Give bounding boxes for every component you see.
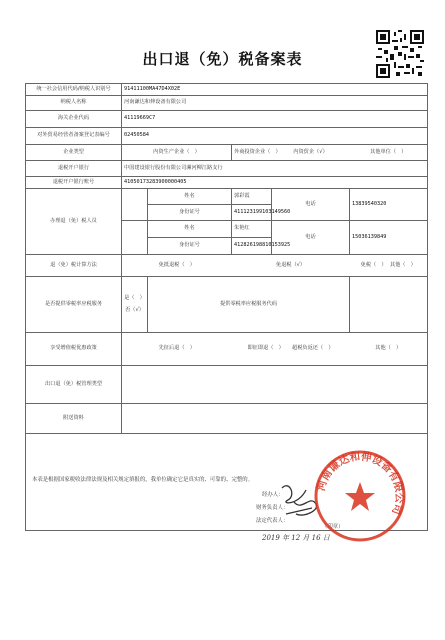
declaration-text: 本表是根据国家税收法律法规及相关规定填报的，我单位确定它是真实的、可靠的、完整的。 xyxy=(32,477,254,483)
policy-option-4: 其他（ ） xyxy=(350,333,428,366)
person1-id-label: 身份证号 xyxy=(148,205,232,221)
form-row-enterprise-type xyxy=(26,145,428,161)
policy-option-2: 即征即退（ ） xyxy=(247,345,284,352)
form-row-management xyxy=(26,366,428,404)
person1-name-label: 姓名 xyxy=(148,189,232,205)
contact-label: 办理退（免）税人员 xyxy=(26,189,122,255)
policy-option-2-3 xyxy=(232,333,350,366)
form-row-attachments xyxy=(26,404,428,434)
seal-label: （印章） xyxy=(322,524,344,530)
attachments-label: 附送资料 xyxy=(26,404,122,434)
form-row-bank xyxy=(26,161,428,177)
enterprise-type-label: 企业类型 xyxy=(26,145,122,161)
stamp-text: 河南谦达和伸设备有限公司 xyxy=(315,450,406,517)
attachments-value xyxy=(122,404,428,434)
taxpayer-name-label: 纳税人名称 xyxy=(26,96,122,111)
taxpayer-name-value: 河南谦达和伸设备有限公司 xyxy=(122,96,428,111)
person2-phone-value: 15036139849 xyxy=(350,221,428,255)
service-label: 是否提供零税率应税服务 xyxy=(26,277,122,333)
form-row-account xyxy=(26,177,428,189)
service-code-label: 提供零税率应税服务代码 xyxy=(148,277,350,333)
form-row-policy xyxy=(26,333,428,366)
management-label: 出口退（免）税管理类型 xyxy=(26,366,122,404)
legal-label: 法定代表人： xyxy=(256,518,289,524)
policy-option-1: 先征后退（ ） xyxy=(122,333,232,366)
form-title: 出口退（免）税备案表 xyxy=(142,50,303,68)
management-value xyxy=(122,366,428,404)
finance-label: 财务负责人： xyxy=(256,505,289,511)
form-row-taxpayer-name xyxy=(26,96,428,111)
person2-phone-label: 电话 xyxy=(272,221,350,255)
credit-code-value: 91411100MA47D4X02E xyxy=(122,84,428,96)
credit-code-label: 统一社会信用代码/纳税人识别号 xyxy=(26,84,122,96)
enterprise-type-option-3: 内资贸企（√） xyxy=(272,145,350,161)
person1-id-value: 411123199103149560 xyxy=(232,205,272,221)
form-row-service xyxy=(26,277,428,333)
enterprise-type-option-2: 外商投资企业（ ） xyxy=(232,145,272,161)
enterprise-type-option-4: 其他单位（ ） xyxy=(350,145,428,161)
person1-marker xyxy=(122,189,148,221)
person2-marker xyxy=(122,221,148,255)
method-option-1: 免抵退税（ ） xyxy=(122,255,232,277)
account-value: 41050173283900000405 xyxy=(122,177,428,189)
person2-name-value: 朱艳红 xyxy=(232,221,272,238)
bank-value: 中国建设银行股份有限公司漯河柳江路支行 xyxy=(122,161,428,177)
bank-label: 退税开户银行 xyxy=(26,161,122,177)
manager-label: 经办人： xyxy=(262,492,284,498)
filing-date: 2019 年 12 月 16 日 xyxy=(262,534,330,542)
account-label: 退税开户银行账号 xyxy=(26,177,122,189)
form-row-person1-name xyxy=(26,189,428,205)
person1-name-value: 郭彩霞 xyxy=(232,189,272,205)
method-option-4: 其他（ ） xyxy=(389,261,416,268)
method-options-3-4 xyxy=(350,255,428,277)
trader-reg-label: 对外贸易经营者备案登记表编号 xyxy=(26,128,122,145)
trader-reg-value: 02450584 xyxy=(122,128,428,145)
method-option-3: 免税（ ） xyxy=(360,261,387,268)
enterprise-type-option-1: 内资生产企业（ ） xyxy=(122,145,232,161)
service-no: 否（√） xyxy=(125,306,144,313)
form-row-trader-reg xyxy=(26,128,428,145)
service-yes-no xyxy=(122,277,148,333)
person2-name-label: 姓名 xyxy=(148,221,232,238)
form-row-method xyxy=(26,255,428,277)
company-seal-icon xyxy=(310,446,410,546)
person2-id-value: 412826198810153925 xyxy=(232,238,272,255)
method-label: 退（免）税计算方法 xyxy=(26,255,122,277)
policy-label: 享受增值税优惠政策 xyxy=(26,333,122,366)
customs-code-value: 41119669C7 xyxy=(122,111,428,128)
qr-code-icon xyxy=(376,30,424,78)
customs-code-label: 海关企业代码 xyxy=(26,111,122,128)
form-row-credit-code xyxy=(26,84,428,96)
method-option-2: 免退税（√） xyxy=(232,255,350,277)
form-row-customs-code xyxy=(26,111,428,128)
service-yes: 是（ ） xyxy=(124,294,145,301)
person2-id-label: 身份证号 xyxy=(148,238,232,255)
person1-phone-label: 电话 xyxy=(272,189,350,221)
service-code-value xyxy=(350,277,428,333)
policy-option-3: 超税负返还（ ） xyxy=(292,345,334,352)
person1-phone-value: 13839540320 xyxy=(350,189,428,221)
